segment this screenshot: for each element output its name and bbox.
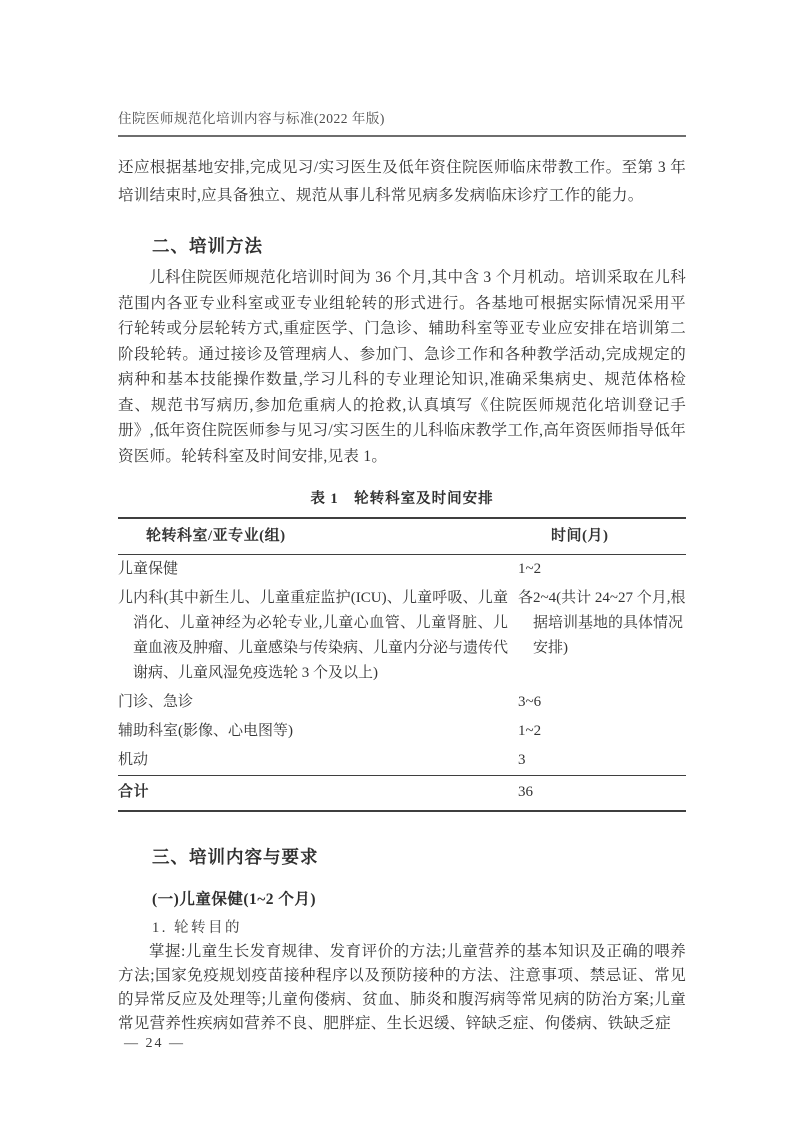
running-head-rule [118,135,686,137]
table-cell-time: 1~2 [518,723,542,739]
page-content [118,0,686,1052]
table-row [118,584,686,688]
training-methods-paragraph: 儿科住院医师规范化培训时间为 36 个月,其中含 3 个月机动。培训采取在儿科范围内各亚专业科室或亚专业组轮转的形式进行。各基地可根据实际情况采用平行轮转或分层轮转方式,重症医学、门急诊、辅助科室等亚专业应安排在培训第二阶段轮转。通过接诊及管理病人、参加门、急诊工作和各种教学活动,完成规定的病种和基本技能操作数量,学习儿科的专业理论知识,准确采集病史、规范体格检查、规范书写病历,参加危重病人的抢救,认真填写《住院医师规范化培训登记手册》,低年资住院医师参与见习/实习医生的儿科临床教学工作,高年资医师指导低年资医师。轮转科室及时间安排,见表 1。 [118,269,686,465]
table-cell-dept: 儿内科(其中新生儿、儿童重症监护(ICU)、儿童呼吸、儿童消化、儿童神经为必轮专业,儿童心血管、儿童肾脏、儿童血液及肿瘤、儿童感染与传染病、儿童内分泌与遗传代谢病、儿童风湿免疫选轮 3 个及以上) [118,590,509,681]
section-heading-training-methods: 二、培训方法 [152,236,263,256]
table-row [118,688,686,717]
section-heading-training-content: 三、培训内容与要求 [152,847,319,867]
table-cell-time: 1~2 [518,561,542,577]
table-header-row [118,519,686,555]
table-total-value: 36 [518,784,533,800]
table-row [118,746,686,775]
table-row [118,717,686,746]
rotation-purpose-paragraph: 掌握:儿童生长发育规律、发育评价的方法;儿童营养的基本知识及正确的喂养方法;国家免疫规划疫苗接种程序以及预防接种的方法、注意事项、禁忌证、常见的异常反应及处理等;儿童佝偻病、贫血、肺炎和腹泻病等常见病的防治方案;儿童常见营养性疾病如营养不良、肥胖症、生长迟缓、锌缺乏症、佝偻病、铁缺乏症 [118,943,686,1032]
table-cell-dept: 辅助科室(影像、心电图等) [118,723,293,739]
table-total-label: 合计 [118,784,150,800]
table-cell-dept: 机动 [118,752,149,768]
table-caption: 表 1 轮转科室及时间安排 [310,491,494,507]
table-cell-dept: 门诊、急诊 [118,694,194,710]
table-row [118,555,686,584]
table-cell-time: 3 [518,752,526,768]
table-cell-dept: 儿童保健 [118,561,179,577]
intro-paragraph: 还应根据基地安排,完成见习/实习医生及低年资住院医师临床带教工作。至第 3 年培训结束时,应具备独立、规范从事儿科常见病多发病临床诊疗工作的能力。 [118,159,686,204]
table-cell-time: 各2~4(共计 24~27 个月,根据培训基地的具体情况安排) [518,590,686,656]
table-total-row [118,775,686,810]
subsection-heading-child-health: (一)儿童保健(1~2 个月) [152,891,317,908]
table-cell-time: 3~6 [518,694,542,710]
table-header-time: 时间(月) [551,528,609,544]
item-heading-rotation-purpose: 1. 轮转目的 [152,920,242,936]
running-head: 住院医师规范化培训内容与标准(2022 年版) [118,111,385,126]
table-header-dept: 轮转科室/亚专业(组) [146,528,286,544]
rotation-schedule-table [118,517,686,812]
page-number: — 24 — [124,1036,185,1051]
